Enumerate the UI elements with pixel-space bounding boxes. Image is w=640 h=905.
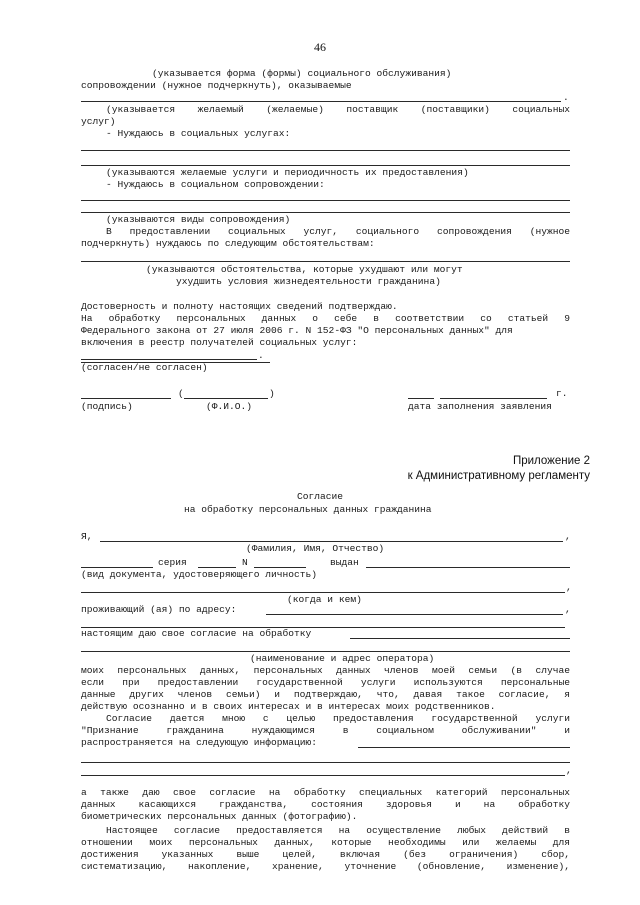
page-number: 46 — [314, 40, 326, 54]
fio-field-line[interactable] — [184, 398, 268, 399]
series-label: серия — [158, 557, 187, 568]
para2-line-1: Согласие дается мною с целью предоставления государственной услуги — [106, 713, 570, 724]
provider-hint: (указывается желаемый (желаемые) поставщик (поставщики) социальных — [106, 104, 570, 115]
services-field-line-2[interactable] — [81, 165, 570, 166]
fullname-hint: (Фамилия, Имя, Отчество) — [246, 543, 385, 554]
issued-label: выдан — [330, 557, 359, 568]
provider-hint-cont: услуг) — [81, 116, 116, 127]
para1-line-1: моих персональных данных, персональных данных членов моей семьи (в случае — [81, 665, 570, 676]
provider-field-dot: . — [563, 92, 569, 103]
address-label: проживающий (ая) по адресу: — [81, 604, 237, 615]
date-year-field-line[interactable] — [440, 398, 547, 399]
para4-line-2: отношении моих персональных данных, которые необходимы или желаемы для — [81, 837, 570, 848]
pd-consent-line-2: Федерального закона от 27 июля 2006 г. N 152-ФЗ "О персональных данных" для — [81, 325, 513, 336]
para1-line-3: данные других членов семьи) и подтверждаю, что, давая такое согласие, я — [81, 689, 570, 700]
date-label: дата заполнения заявления — [408, 401, 552, 412]
date-day-field-line[interactable] — [408, 398, 434, 399]
need-support-label: - Нуждаюсь в социальном сопровождении: — [106, 179, 325, 190]
address-field-line[interactable] — [266, 614, 563, 615]
operator-hint: (наименование и адрес оператора) — [250, 653, 435, 664]
circumstances-intro: В предоставлении социальных услуг, социального сопровождения (нужное — [106, 226, 570, 237]
para3-line-1: а также даю свое согласие на обработку специальных категорий персональных — [81, 787, 570, 798]
para4-line-4: систематизацию, накопление, хранение, уточнение (обновление, изменение), — [81, 861, 570, 872]
consent-operator-label: настоящим даю свое согласие на обработку — [81, 628, 312, 639]
circumstances-intro-cont: подчеркнуть) нуждаюсь по следующим обстоятельствам: — [81, 238, 375, 249]
number-label: N — [242, 557, 248, 568]
appendix-number: Приложение 2 — [512, 455, 590, 467]
fio-paren-open: ( — [178, 388, 184, 399]
para3-line-3: биометрических персональных данных (фотографию). — [81, 811, 358, 822]
signature-label: (подпись) — [81, 401, 133, 412]
para4-line-3: достижения указанных выше целей, включая (без ограничения) сбор, — [81, 849, 570, 860]
para3-line-2: данных касающихся гражданства, состояния здоровья и на обработку — [81, 799, 570, 810]
issuer-comma: , — [566, 582, 572, 593]
para2-line-2: "Признание гражданина нуждающимся в социальном обслуживании" и — [81, 725, 570, 736]
appendix-reference: к Административному регламенту — [407, 470, 590, 482]
year-suffix: г. — [556, 388, 568, 399]
signature-field-line[interactable] — [81, 398, 171, 399]
info-field-line-3[interactable] — [81, 775, 565, 776]
operator-field-line[interactable] — [350, 638, 570, 639]
fio-label: (Ф.И.О.) — [206, 401, 253, 412]
services-field-line-1[interactable] — [81, 150, 570, 151]
confirmation-text: Достоверность и полноту настоящих сведений подтверждаю. — [81, 301, 398, 312]
agree-field-line[interactable] — [81, 359, 257, 360]
ya-label: Я, — [81, 531, 93, 542]
circumstances-hint-2: ухудшить условия жизнедеятельности гражданина) — [176, 276, 441, 287]
support-hint: (указываются виды сопровождения) — [106, 214, 291, 225]
issued-field-line[interactable] — [366, 567, 570, 568]
service-form-hint: (указывается форма (формы) социального обслуживания) — [152, 68, 452, 79]
circumstances-hint-1: (указываются обстоятельства, которые ухудшают или могут — [146, 264, 463, 275]
number-field-line[interactable] — [254, 567, 306, 568]
fullname-field-line[interactable] — [100, 541, 563, 542]
address-comma: , — [565, 604, 571, 615]
info-comma: , — [566, 765, 572, 776]
pd-consent-line-3: включения в реестр получателей социальных услуг: — [81, 337, 358, 348]
issuer-field-line[interactable] — [81, 592, 565, 593]
para1-line-4: действую осознанно и в своих интересах и в интересах моих родственников. — [81, 701, 496, 712]
agree-field-dot: . — [258, 350, 264, 361]
fullname-comma: , — [565, 531, 571, 542]
series-field-line[interactable] — [198, 567, 236, 568]
circumstances-field-line[interactable] — [81, 261, 570, 262]
info-field-line-2[interactable] — [81, 762, 570, 763]
support-field-line-2[interactable] — [81, 212, 570, 213]
doc-hint: (вид документа, удостоверяющего личность) — [81, 569, 318, 580]
para2-line-3: распространяется на следующую информацию: — [81, 737, 318, 748]
info-field-line-1[interactable] — [358, 747, 570, 748]
provider-field-line[interactable] — [81, 101, 561, 102]
agree-hint: (согласен/не согласен) — [81, 362, 208, 373]
fio-paren-close: ) — [269, 388, 275, 399]
support-field-line-1[interactable] — [81, 200, 570, 201]
issuer-hint: (когда и кем) — [287, 594, 362, 605]
consent-subtitle: на обработку персональных данных гражданина — [184, 504, 432, 515]
consent-title: Согласие — [297, 491, 344, 502]
doc-type-field-line[interactable] — [81, 567, 153, 568]
para1-line-2: если при предоставлении государственной услуги используются персональные — [81, 677, 570, 688]
para4-line-1: Настоящее согласие предоставляется на осуществление любых действий в — [106, 825, 570, 836]
pd-consent-line-1: На обработку персональных данных о себе в соответствии со статьей 9 — [81, 313, 570, 324]
support-line: сопровождении (нужное подчеркнуть), оказываемые — [81, 80, 352, 91]
need-services-label: - Нуждаюсь в социальных услугах: — [106, 128, 291, 139]
services-hint: (указываются желаемые услуги и периодичность их предоставления) — [106, 167, 469, 178]
operator-field-line-2[interactable] — [81, 651, 570, 652]
